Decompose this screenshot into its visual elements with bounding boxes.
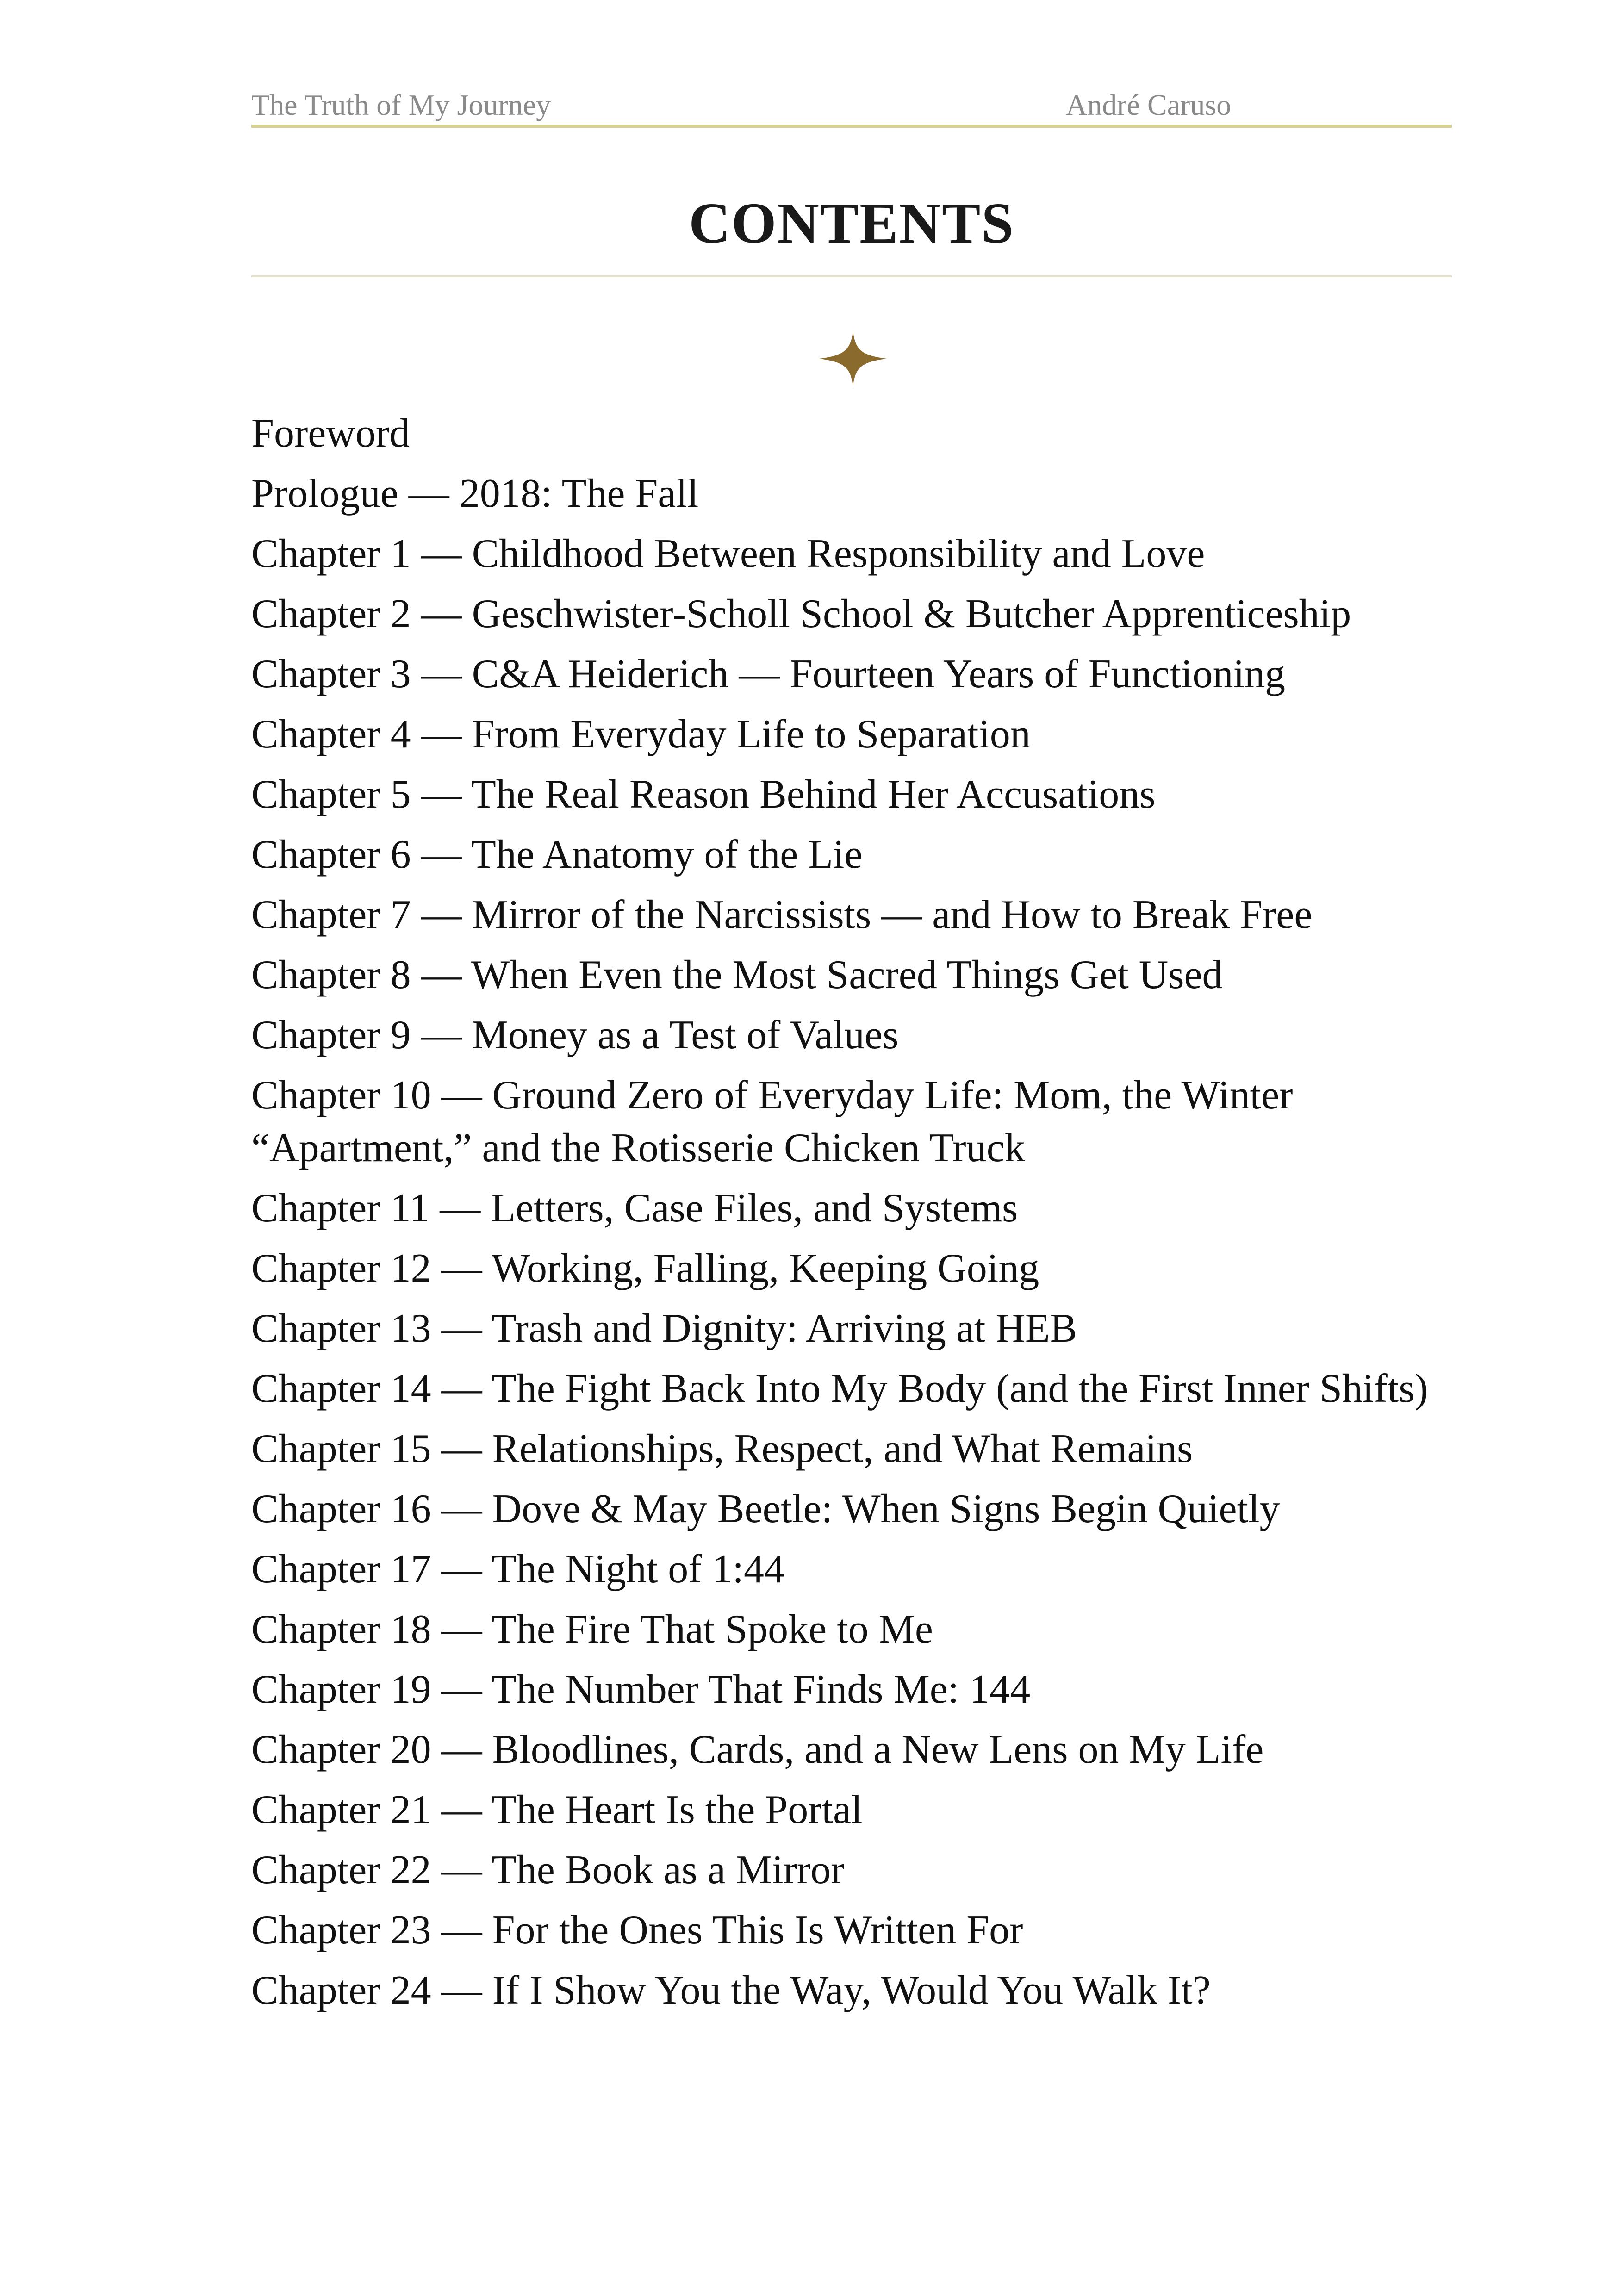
table-of-contents: [251, 407, 1452, 2024]
four-point-star-icon: [809, 329, 897, 389]
toc-item[interactable]: Chapter 19 — The Number That Finds Me: 144: [251, 1667, 1031, 1712]
toc-item[interactable]: Chapter 8 — When Even the Most Sacred Things Get Used: [251, 952, 1223, 997]
page-title: CONTENTS: [689, 192, 1014, 255]
toc-item[interactable]: Chapter 2 — Geschwister-Scholl School & Butcher Apprenticeship: [251, 591, 1351, 636]
toc-item[interactable]: Chapter 12 — Working, Falling, Keeping Going: [251, 1246, 1039, 1291]
heading-divider: [251, 275, 1452, 277]
toc-item[interactable]: Chapter 6 — The Anatomy of the Lie: [251, 832, 863, 877]
toc-item[interactable]: Foreword: [251, 411, 410, 456]
toc-item[interactable]: Chapter 9 — Money as a Test of Values: [251, 1013, 899, 1058]
toc-item[interactable]: Chapter 24 — If I Show You the Way, Would You Walk It?: [251, 1968, 1211, 2013]
toc-item[interactable]: Chapter 21 — The Heart Is the Portal: [251, 1787, 863, 1832]
header-author: André Caruso: [1066, 88, 1232, 121]
toc-item[interactable]: Chapter 23 — For the Ones This Is Written For: [251, 1908, 1023, 1953]
toc-item[interactable]: Chapter 5 — The Real Reason Behind Her Accusations: [251, 772, 1156, 817]
toc-item[interactable]: Chapter 11 — Letters, Case Files, and Systems: [251, 1186, 1018, 1231]
toc-item[interactable]: Chapter 10 — Ground Zero of Everyday Life: Mom, the Winter “Apartment,” and the Rotisserie Chicken Truck: [251, 1073, 1293, 1170]
toc-item[interactable]: Chapter 1 — Childhood Between Responsibility and Love: [251, 531, 1205, 576]
toc-item[interactable]: Chapter 17 — The Night of 1:44: [251, 1547, 784, 1592]
toc-item[interactable]: Chapter 20 — Bloodlines, Cards, and a New Lens on My Life: [251, 1727, 1264, 1772]
toc-item[interactable]: Prologue — 2018: The Fall: [251, 471, 699, 516]
header-book-title: The Truth of My Journey: [251, 88, 551, 121]
toc-item[interactable]: Chapter 16 — Dove & May Beetle: When Signs Begin Quietly: [251, 1487, 1280, 1531]
toc-item[interactable]: Chapter 3 — C&A Heiderich — Fourteen Years of Functioning: [251, 652, 1285, 697]
toc-item[interactable]: Chapter 7 — Mirror of the Narcissists — and How to Break Free: [251, 892, 1313, 937]
toc-item[interactable]: Chapter 15 — Relationships, Respect, and What Remains: [251, 1426, 1193, 1471]
toc-item[interactable]: Chapter 14 — The Fight Back Into My Body (and the First Inner Shifts): [251, 1366, 1428, 1411]
toc-item[interactable]: Chapter 4 — From Everyday Life to Separation: [251, 712, 1031, 757]
running-header: [251, 88, 1452, 128]
toc-item[interactable]: Chapter 18 — The Fire That Spoke to Me: [251, 1607, 933, 1652]
toc-item[interactable]: Chapter 22 — The Book as a Mirror: [251, 1848, 845, 1892]
toc-item[interactable]: Chapter 13 — Trash and Dignity: Arriving at HEB: [251, 1306, 1077, 1351]
